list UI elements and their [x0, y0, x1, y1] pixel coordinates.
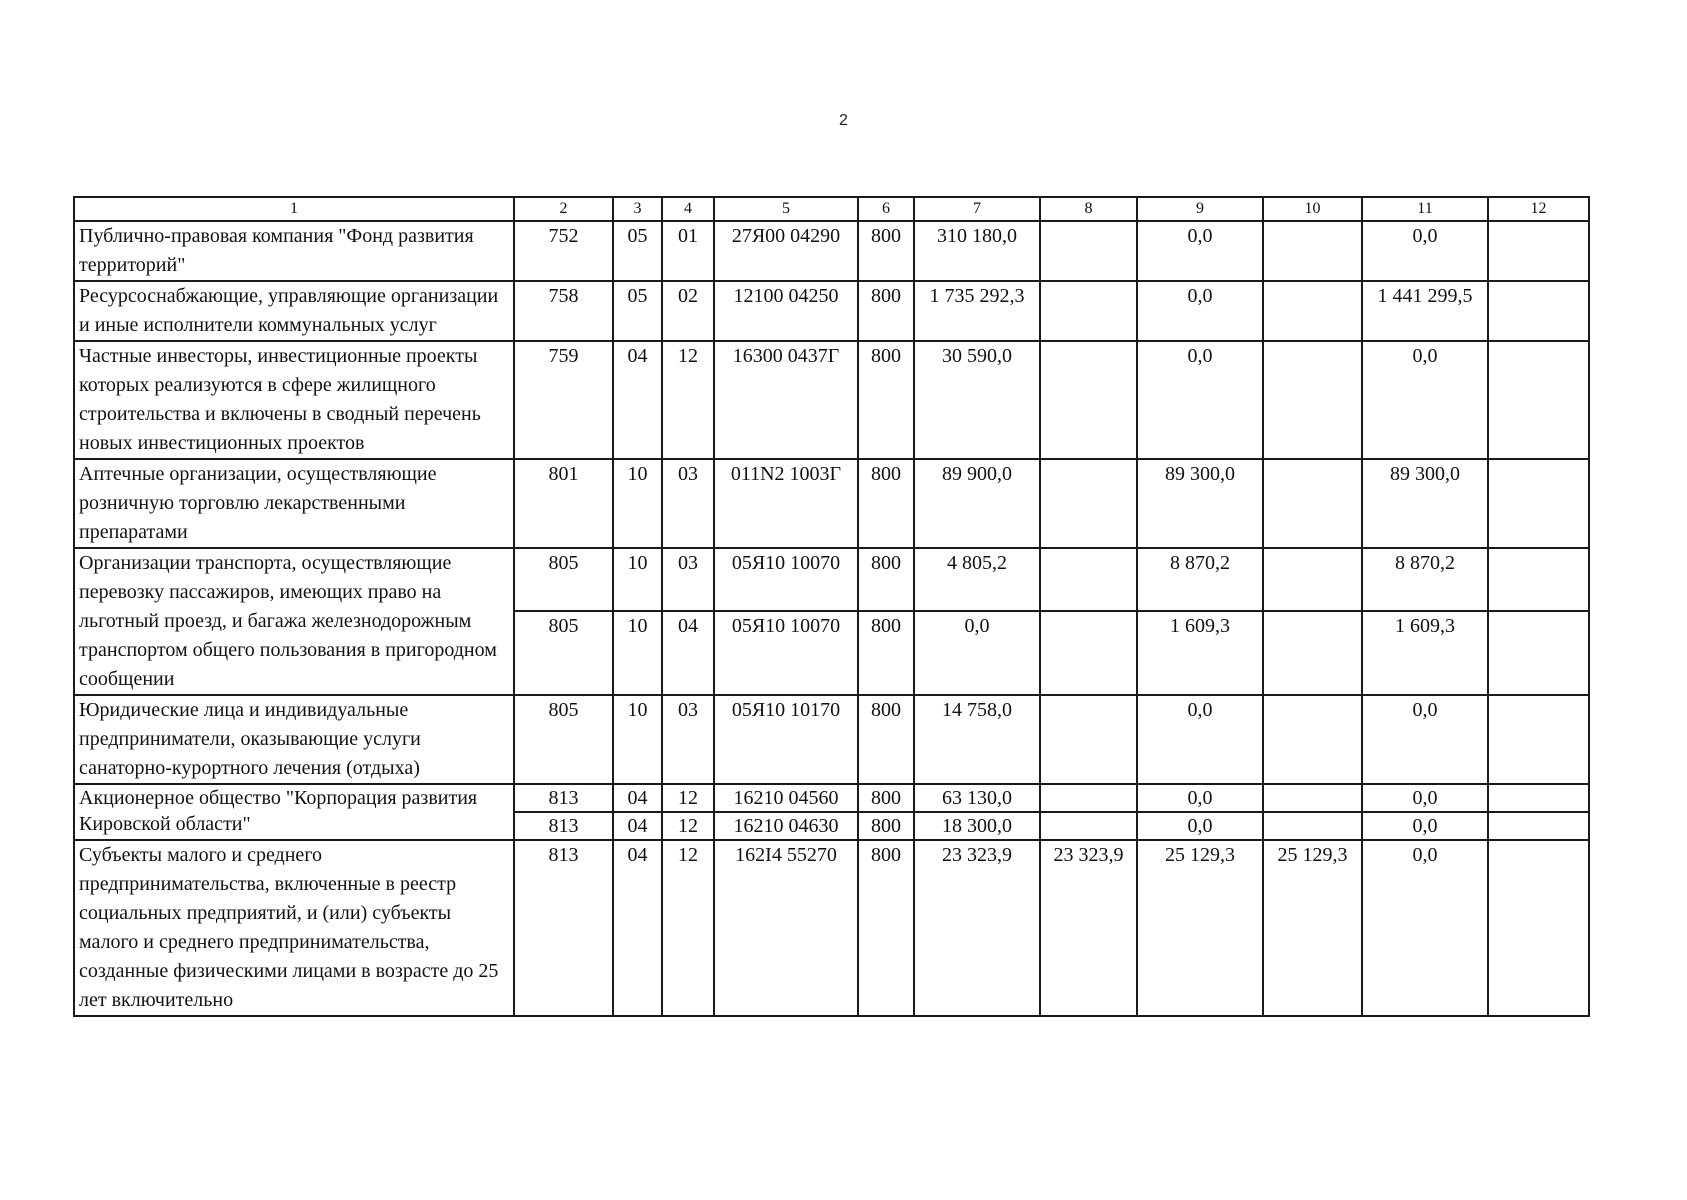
header-cell: 2 — [514, 197, 613, 221]
cell-c10: 25 129,3 — [1263, 840, 1362, 1016]
cell-c9: 89 300,0 — [1137, 459, 1263, 548]
cell-c9: 25 129,3 — [1137, 840, 1263, 1016]
cell-c7: 4 805,2 — [914, 548, 1040, 611]
recipient-name: Частные инвесторы, инвестиционные проекты которых реализуются в сфере жилищного строительства и включены в сводный перечень новых инвестиционных проектов — [74, 341, 514, 459]
table-row — [74, 548, 1589, 611]
cell-c7: 23 323,9 — [914, 840, 1040, 1016]
cell-c5: 162I4 55270 — [714, 840, 858, 1016]
recipient-name: Аптечные организации, осуществляющие розничную торговлю лекарственными препаратами — [74, 459, 514, 548]
cell-c4: 12 — [662, 812, 714, 840]
cell-c8 — [1040, 459, 1137, 548]
table-row — [74, 840, 1589, 1016]
table-row — [74, 281, 1589, 341]
cell-c5: 011N2 1003Г — [714, 459, 858, 548]
cell-c12 — [1488, 812, 1589, 840]
cell-c12 — [1488, 784, 1589, 812]
cell-c8 — [1040, 548, 1137, 611]
cell-c8 — [1040, 812, 1137, 840]
cell-c5: 05Я10 10170 — [714, 695, 858, 784]
header-cell: 10 — [1263, 197, 1362, 221]
cell-c5: 05Я10 10070 — [714, 611, 858, 695]
cell-c6: 800 — [858, 812, 914, 840]
cell-c4: 01 — [662, 221, 714, 281]
header-cell: 1 — [74, 197, 514, 221]
page-number: 2 — [839, 112, 848, 129]
cell-c10 — [1263, 812, 1362, 840]
cell-c5: 27Я00 04290 — [714, 221, 858, 281]
cell-c10 — [1263, 281, 1362, 341]
header-cell: 4 — [662, 197, 714, 221]
header-cell: 5 — [714, 197, 858, 221]
cell-c2: 759 — [514, 341, 613, 459]
cell-c9: 1 609,3 — [1137, 611, 1263, 695]
cell-c4: 03 — [662, 548, 714, 611]
header-cell: 6 — [858, 197, 914, 221]
cell-c3: 04 — [613, 341, 662, 459]
cell-c9: 0,0 — [1137, 221, 1263, 281]
cell-c2: 752 — [514, 221, 613, 281]
cell-c4: 04 — [662, 611, 714, 695]
cell-c5: 12100 04250 — [714, 281, 858, 341]
cell-c5: 16210 04560 — [714, 784, 858, 812]
recipient-name: Публично-правовая компания "Фонд развития территорий" — [74, 221, 514, 281]
cell-c5: 16300 0437Г — [714, 341, 858, 459]
cell-c2: 813 — [514, 812, 613, 840]
cell-c11: 1 441 299,5 — [1362, 281, 1488, 341]
cell-c2: 813 — [514, 784, 613, 812]
cell-c9: 0,0 — [1137, 341, 1263, 459]
cell-c7: 18 300,0 — [914, 812, 1040, 840]
cell-c3: 10 — [613, 459, 662, 548]
cell-c8 — [1040, 281, 1137, 341]
table-row — [74, 695, 1589, 784]
cell-c7: 30 590,0 — [914, 341, 1040, 459]
cell-c8 — [1040, 221, 1137, 281]
cell-c2: 758 — [514, 281, 613, 341]
cell-c3: 10 — [613, 695, 662, 784]
table-row — [74, 459, 1589, 548]
cell-c7: 89 900,0 — [914, 459, 1040, 548]
cell-c12 — [1488, 221, 1589, 281]
cell-c12 — [1488, 341, 1589, 459]
cell-c5: 16210 04630 — [714, 812, 858, 840]
cell-c10 — [1263, 784, 1362, 812]
cell-c11: 89 300,0 — [1362, 459, 1488, 548]
cell-c6: 800 — [858, 695, 914, 784]
cell-c11: 8 870,2 — [1362, 548, 1488, 611]
table-row — [74, 341, 1589, 459]
cell-c6: 800 — [858, 611, 914, 695]
cell-c3: 05 — [613, 221, 662, 281]
cell-c2: 805 — [514, 611, 613, 695]
cell-c4: 12 — [662, 784, 714, 812]
cell-c8: 23 323,9 — [1040, 840, 1137, 1016]
cell-c4: 12 — [662, 341, 714, 459]
recipient-name: Организации транспорта, осуществляющие перевозку пассажиров, имеющих право на льготный проезд, и багажа железнодорожным транспортом общего пользования в пригородном сообщении — [74, 548, 514, 695]
header-cell: 7 — [914, 197, 1040, 221]
cell-c11: 0,0 — [1362, 784, 1488, 812]
cell-c10 — [1263, 459, 1362, 548]
cell-c10 — [1263, 548, 1362, 611]
cell-c6: 800 — [858, 840, 914, 1016]
header-cell: 9 — [1137, 197, 1263, 221]
recipient-name: Акционерное общество "Корпорация развития Кировской области" — [74, 784, 514, 840]
cell-c10 — [1263, 695, 1362, 784]
cell-c4: 03 — [662, 695, 714, 784]
cell-c2: 813 — [514, 840, 613, 1016]
header-cell: 8 — [1040, 197, 1137, 221]
header-cell: 11 — [1362, 197, 1488, 221]
header-cell: 3 — [613, 197, 662, 221]
cell-c4: 03 — [662, 459, 714, 548]
cell-c11: 0,0 — [1362, 812, 1488, 840]
header-cell: 12 — [1488, 197, 1589, 221]
cell-c3: 05 — [613, 281, 662, 341]
cell-c8 — [1040, 611, 1137, 695]
cell-c12 — [1488, 695, 1589, 784]
cell-c6: 800 — [858, 784, 914, 812]
column-number-row — [74, 197, 1589, 221]
cell-c7: 1 735 292,3 — [914, 281, 1040, 341]
cell-c5: 05Я10 10070 — [714, 548, 858, 611]
cell-c3: 04 — [613, 812, 662, 840]
cell-c9: 0,0 — [1137, 695, 1263, 784]
cell-c10 — [1263, 341, 1362, 459]
cell-c2: 801 — [514, 459, 613, 548]
cell-c12 — [1488, 840, 1589, 1016]
cell-c4: 12 — [662, 840, 714, 1016]
cell-c11: 1 609,3 — [1362, 611, 1488, 695]
cell-c7: 310 180,0 — [914, 221, 1040, 281]
cell-c10 — [1263, 611, 1362, 695]
cell-c3: 04 — [613, 840, 662, 1016]
cell-c6: 800 — [858, 221, 914, 281]
cell-c12 — [1488, 611, 1589, 695]
cell-c7: 63 130,0 — [914, 784, 1040, 812]
cell-c6: 800 — [858, 281, 914, 341]
cell-c12 — [1488, 281, 1589, 341]
cell-c3: 10 — [613, 548, 662, 611]
cell-c6: 800 — [858, 459, 914, 548]
table-row — [74, 221, 1589, 281]
table-row — [74, 784, 1589, 812]
cell-c10 — [1263, 221, 1362, 281]
recipient-name: Ресурсоснабжающие, управляющие организации и иные исполнители коммунальных услуг — [74, 281, 514, 341]
recipient-name: Юридические лица и индивидуальные предприниматели, оказывающие услуги санаторно-курортного лечения (отдыха) — [74, 695, 514, 784]
cell-c9: 8 870,2 — [1137, 548, 1263, 611]
cell-c7: 0,0 — [914, 611, 1040, 695]
cell-c11: 0,0 — [1362, 341, 1488, 459]
cell-c6: 800 — [858, 548, 914, 611]
cell-c3: 04 — [613, 784, 662, 812]
cell-c2: 805 — [514, 548, 613, 611]
cell-c3: 10 — [613, 611, 662, 695]
cell-c12 — [1488, 548, 1589, 611]
budget-table — [73, 196, 1590, 1017]
cell-c6: 800 — [858, 341, 914, 459]
cell-c11: 0,0 — [1362, 221, 1488, 281]
cell-c2: 805 — [514, 695, 613, 784]
cell-c4: 02 — [662, 281, 714, 341]
cell-c8 — [1040, 695, 1137, 784]
cell-c8 — [1040, 784, 1137, 812]
cell-c11: 0,0 — [1362, 840, 1488, 1016]
recipient-name: Субъекты малого и среднего предпринимательства, включенные в реестр социальных предприятий, и (или) субъекты малого и среднего предпринимательства, созданные физическими лицами в возрасте до 25 лет включительно — [74, 840, 514, 1016]
cell-c11: 0,0 — [1362, 695, 1488, 784]
cell-c12 — [1488, 459, 1589, 548]
cell-c9: 0,0 — [1137, 281, 1263, 341]
cell-c8 — [1040, 341, 1137, 459]
cell-c9: 0,0 — [1137, 812, 1263, 840]
cell-c7: 14 758,0 — [914, 695, 1040, 784]
cell-c9: 0,0 — [1137, 784, 1263, 812]
